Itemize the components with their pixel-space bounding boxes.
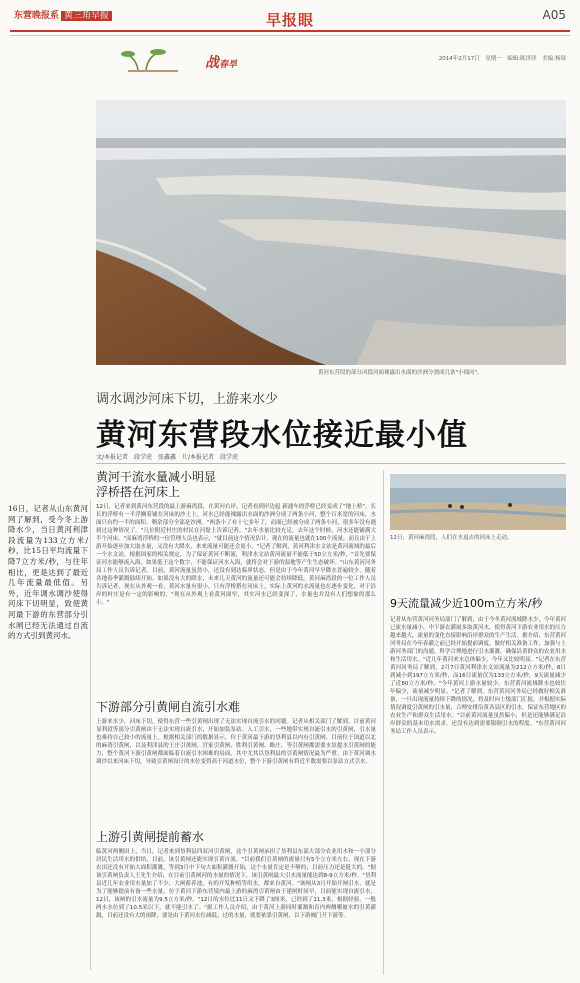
secondary-photo (390, 474, 566, 530)
column-logo (118, 40, 278, 74)
column-title-big: 战 (205, 55, 219, 71)
section-3-body: 临黄河两侧田上，当日，记者来到垦利县四双河引黄闸，这个引黄闸承担了垦利县东部大部分农业用水和一小部分居民生活用水的供给，目前，该引黄闸还能实现引黄自流。"目前我们引黄闸的流量只有5个立方米左右，现在下游农田还没有开始大面积灌溉，等到3月中下旬大面积灌溉开始，这个水量肯定是不够的，目前压力还是挺大的。"据该引黄闸负责人王先生介绍，在目前引黄闸河的水量的情况下，该引黄闸最大引水流量能达到8-9立方米/秒。"垦利县近几年农业用水量加了不少，大闸蓄养池，有的开发种植等用水，都来自黄河。"该闸从3月开始开闸引水，就是为了能够提前有备一些水量。位于黄河下游东营境内最上游的麻湾引黄闸由于建闸时间早，目前能实现自流引水，12日，该闸的引水流量为9.5立方米/秒。"12日的水位比11日又下降了3厘米，已经到了11.3米，根据经验，一般两水水位到了10.5米以下，就不能引水了。"据工作人员介绍，由于黄河上游同时灌溉和育内两侧哪被水的引黄灌溉，目前还没有大的雨降，要是由于黄河水位减低、过的水量，就要依靠引黄闸，以下游阀门开下游等。 (96, 849, 376, 919)
header-subrule (10, 35, 570, 36)
headline: 黄河东营段水位接近最小值 (96, 418, 468, 453)
subhead-2: 下游部分引黄闸自流引水难 (96, 700, 241, 714)
brand-tag: 黄三角早报 (61, 11, 112, 21)
column-title (205, 52, 237, 72)
page-number: A05 (542, 8, 566, 22)
header-rule (10, 30, 570, 32)
byline: 文/本报记者 段学虎 张鑫鑫 片/本报记者 段学虎 (96, 454, 239, 461)
secondary-photo-caption: 12日，黄河麻湾段，人们在水退去的河床上走动。 (390, 535, 513, 541)
main-photo (96, 100, 566, 365)
issue-meta: 2014年2月17日 星期一 编辑:陈泽泽 美编:杨琛 (438, 56, 566, 62)
subhead-4: 9天流量减少近100m立方米/秒 (390, 597, 543, 610)
sprout-icon (118, 40, 278, 74)
column-divider-right (383, 470, 384, 975)
headline-rule (96, 463, 566, 464)
headline-kicker: 调水调沙河床下切，上游来水少 (96, 392, 279, 407)
section-1-body: 12日，记者来到黄河东营段的最上游麻湾段，在黄河右岸，记者看到岸边起 新通车的浮桥已经变成了"地上桥"，长长的浮桥有一半浮搁着铺在河床的沙土上，河水已经能裸露出水面的沙洲分成了两条小河，整个百米宽的河床，水面只有约一半的面积。剩余部分全部是沙洲。"两条小了有十七多年了，而面已经被分成了两条小河，很多年没有遇到过这种情况了。"几位附近村庄的村民在河堤上告诉记者。"去年水量比较充足，去年这个时候，河水还能铺满大半个河床。"而麻湾浮桥的一位管理人员也表示，"就目前这个情况估计，现在的流量也就在100个流量，而且由于上游开始逐步加大取水量，又没有大降水，来来流量可能还会更小。"记者了解到，黄河利津水文站是黄河流域的最后一个水文站，根据国家的相关规定，为了保证黄河不断流，利津水文站黄河流量不能低于50立方米/秒，"首先要保证河水能够流入海，如果低于这个数字，不能保证河水入海，就将会对下游的湿地等产生生态破坏。"山东黄河河务局工作人员告诉记者。目前，黄河流量虽然小，还没有到达临界状态，但是由于今年黄河早旱降水普遍较少，随着各地春季灌溉陆续开始，如果没有大的降水，未来几天黄河的流量还可能会持续降低。黄河麻湾段的一位工作人员告诉记者，现在从外观一看，黄河水量有很小，只有浮桥搭在河床上，实际上黄河的水流量也在逐步变化，对于沿岸的村庄是有一定的影响的，"现在从外观上看黄河面窄，其实河水已经变深了，水量也并没有人们想象的那么小。" (96, 504, 376, 606)
subhead-1-line1: 黄河干流水量减小明显 (96, 470, 217, 484)
brand-name: 东营晚报系 (14, 11, 60, 21)
subhead-3: 上游引黄闸提前蓄水 (96, 830, 205, 844)
photo-caption: 黄河东营段的部分河段河面裸露出水面的沙洲分割成几条"小细河"。 (318, 370, 483, 376)
column-divider (90, 500, 91, 970)
section-title: 早报眼 (265, 11, 314, 29)
subhead-1 (96, 470, 376, 500)
lead-paragraph: 16日，记者从山东黄河网了解到，受今冬上游降水少，当日黄河利津段流量为133立方米/秒，比15日平均流量下降7立方米/秒，与往年相比，更是达到了最近几年流量最低值。另外，近年调水调沙使得河床下切明显，致使黄河最下游的东营部分引水闸已经无法通过自流的方式引到黄河水。 (8, 504, 88, 641)
subhead-1-line2: 浮桥搭在河床上 (96, 485, 181, 499)
column-title-small: 春旱 (219, 60, 238, 70)
section-4-body: 记者从东营黄河河务局部门了解到，由于今冬黄河流域降水少，今年黄河已流水量减小，中下游农灌展多取黄河水，使得黄河下游农业用水的压力越来越大，流量的变化直接影响沿岸群众的生产生活。据介绍，东营黄河河务局在今年春灌之前已经开始提前调度，做好相关准备工作，加强与上游河务部门的沟通，科学合理地进行引水灌溉，确保沿黄群众的农业用水和生活用水。"近几年黄河来水总体偏少，今年又比较明显。"记者在东营黄河河务局了解到，2月7日黄河利津水文站流量为212立方米/秒，8日到减小到197立方米/秒，而16日流量仅为133立方米/秒，9天流量减少了近80立方米/秒。"今年黄河上游水量较少，东营黄河流域降水也较往年偏少，流量减少明显。"记者了解到，东营黄河河务局已经做好相关准备，一旦出现流量持续下降的情况，将及时向上级部门汇报，并根据实际情况调度引黄闸的引水量，合理安排沿黄各县区的引水，保证东营地区的农业生产和群众生活用水。"目前黄河流量虽然偏小，但是还能够满足沿岸群众的基本用水需求，还没有达到需要限制引水的程度。"东营黄河河务局工作人员表示。 (390, 617, 566, 735)
section-2-body: 上游来水少，河床下切，使得东营一些引黄闸出现了无法实现自流引水的问题。记者从相关部门了解到，目前黄河显利段等部分引黄闸由于无法实现自流引水，开始加装泵站。人工引水，一些地带实现自流引水的引黄闸，引水量也难持自己较小的流量上。根据相关部门的数据显示，位于黄河最下游的垦利县以内有引黄闸，目前位于国道以北的麻湾引黄闸，以及利津县的王庄引黄闸、宫家引黄闸、胜利引黄闸、路庄、等引黄闸都需要水泵提水引黄闸的能力，整个黄河下游引黄闸都面临着自流引水困难的局面，其中尤其以垦利县的引黄闸情况最为严重。由于黄河调水调沙以来河床下切，导致引黄闸设计的水位变得高于河道水位，整个下游引黄闸有将近半数需要以泵站方式引水。 (96, 719, 376, 765)
